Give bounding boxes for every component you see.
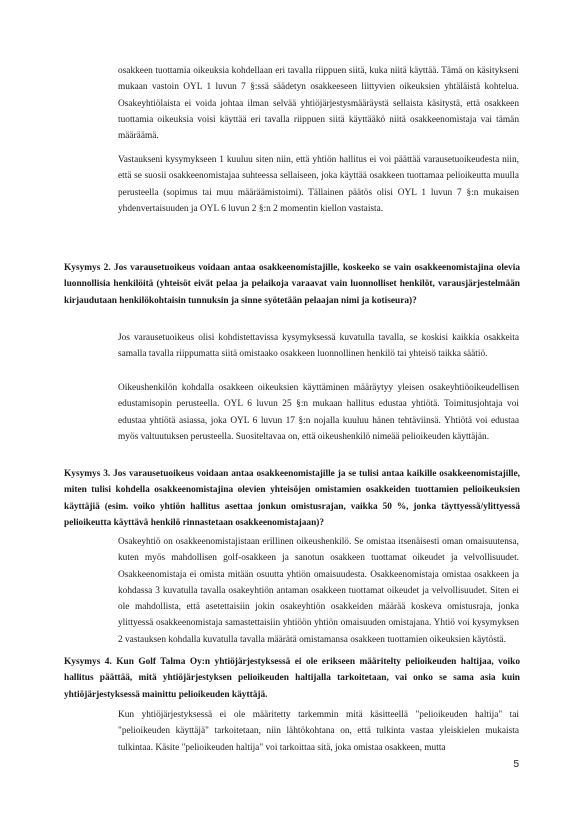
paragraph: Jos varausetuoikeus olisi kohdistettavissa kysymyksessä kuvatulla tavalla, se koskisi kaikkia osakkeita samalla tavalla riippumatta siitä omistaako osakkeen luonnollinen henkilö tai yhteisö taikka säätiö. (118, 333, 519, 360)
paragraph: Osakeyhtiö on osakkeenomistajistaan erillinen oikeushenkilö. Se omistaa itsenäisesti oman omaisuutensa, kuten myös mahdollisen golf-osakkeen ja sanotun osakkeen tuottamat oikeudet ja velvollisuudet. Osakkeenomistaja ei omista mitään osuutta yhtiön omaisuudesta. Osakkeenomistaja omistaa osakkeen ja kohdassa 3 kuvatulla tavalla osakeyhtiön antaman osakkeen tuottamat oikeudet ja velvollisuudet. Siten ei ole mahdollista, että asetettaisiin jokin osakeyhtiön osakkeiden määrää koskeva omistusraja, jonka ylittyessä osakkeenomistaja samastettaisiin yhtiöön yhtiön omaisuuden omistajana. Yhtiö voi kysymyksen 2 vastauksen kohdalla kuvatulla tavalla määrätä omistamansa osakkeen tuottamien oikeuksien käytöstä. (118, 537, 519, 645)
page-number: 5 (513, 759, 519, 770)
question-heading: Kysymys 4. Kun Golf Talma Oy:n yhtiöjärjestyksessä ei ole erikseen määritelty pelioikeuden haltijaa, voiko hallitus päättää, mitä yhtiöjärjestyksen pelioikeuden haltijalla tarkoitetaan, vai onko se sama asia kuin yhtiöjärjestyksessä mainittu pelioikeuden käyttäjä. (64, 657, 520, 700)
question-heading: Kysymys 2. Jos varausetuoikeus voidaan antaa osakkeenomistajille, koskeeko se vain osakkeenomistajina olevia luonnollisia henkilöitä (yhteisöt eivät pelaa ja pelaikoja varaavat vain luonnolliset henkilöt, varausjärjestelmään kirjaudutaan henkilökohtaisin tunnuksin ja sinne syötetään pelaajan nimi ja kotiseura)? (64, 263, 520, 306)
paragraph: Oikeushenkilön kohdalla osakkeen oikeuksien käyttäminen määräytyy yleisen osakeyhtiöoikeudellisen edustamisopin perusteella. OYL 6 luvun 25 §:n mukaan hallitus edustaa yhtiötä. Toimitusjohtaja voi edustaa yhtiötä asiassa, joka OYL 6 luvun 17 §:n nojalla kuuluu hänen tehtäviinsä. Yhtiötä voi edustaa myös valtuutuksen perusteella. Suositeltavaa on, että oikeushenkilö nimeää pelioikeuden käyttäjän. (118, 383, 519, 442)
paragraph: Vastaukseni kysymykseen 1 kuuluu siten niin, että yhtiön hallitus ei voi päättää varausetuoikeudesta niin, että se suosii osakkeenomistajaa suhteessa sellaiseen, joka käyttää osakkeen tuottamaa pelioikeutta muulla perusteella (sopimus tai muu määräämistoimi). Tällainen päätös olisi OYL 1 luvun 7 §:n mukaisen yhdenvertaisuuden ja OYL 6 luvun 2 §:n 2 momentin kiellon vastaista. (118, 155, 519, 214)
paragraph: osakkeen tuottamia oikeuksia kohdellaan eri tavalla riippuen siitä, kuka niitä käyttää. Tämä on käsitykseni mukaan vastoin OYL 1 luvun 7 §:ssä säädetyn osakkeeseen liittyvien oikeuksien yhtäläistä kohtelua. Osakeyhtiölaista ei voida johtaa ilman selvää yhtiöjärjestysmääräystä sellaista käsitystä, että osakkeen tuottamia oikeuksia voisi käyttää eri tavalla riippuen siitä käyttääkö niitä osakkeenomistaja vai tämän määräämä. (118, 66, 519, 142)
question-heading: Kysymys 3. Jos varausetuoikeus voidaan antaa osakkeenomistajille ja se tulisi antaa kaikille osakkeenomistajille, miten tulisi kohdella osakkeenomistajina olevien yhteisöjen omistamien osakkeiden tuottamien pelioikeuksien käyttäjiä (esim. voiko yhtiön hallitus asettaa jonkun omistusrajan, vaikka 50 %, jonka täyttyessä/ylittyessä pelioikeutta käyttävä henkilö rinnastetaan osakkeenomistajaan)? (64, 469, 520, 528)
paragraph: Kun yhtiöjärjestyksessä ei ole määritetty tarkemmin mitä käsitteellä "pelioikeuden haltija" tai "pelioikeuden käyttäjä" tarkoitetaan, niin lähtökohtana on, että tulkinta vastaa yleiskielen mukaista tulkintaa. Käsite "pelioikeuden haltija" voi tarkoittaa sitä, joka omistaa osakkeen, mutta (118, 710, 519, 753)
